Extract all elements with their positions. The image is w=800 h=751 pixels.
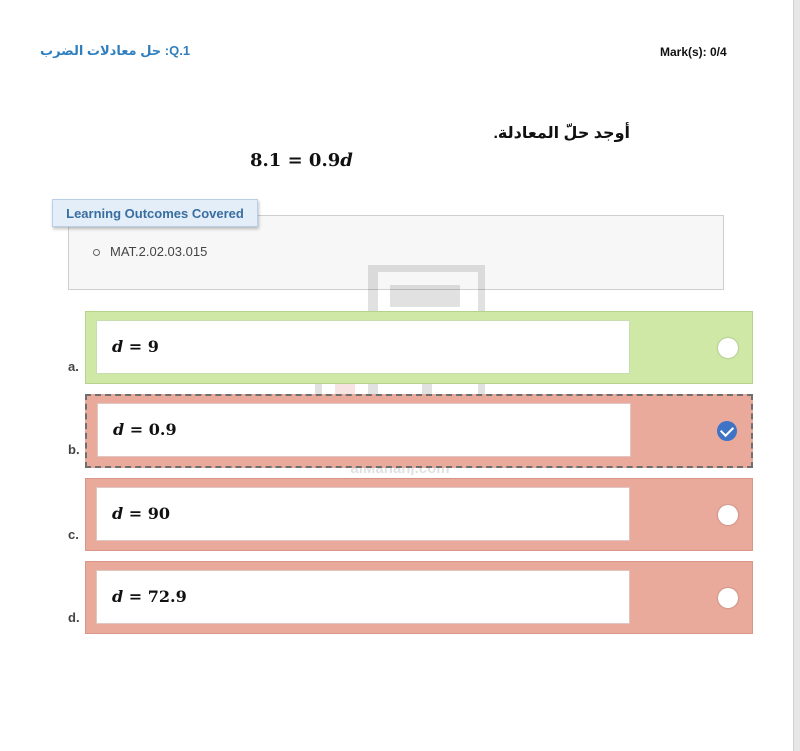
answer-value: = 90 <box>123 504 170 523</box>
radio-checked-icon[interactable] <box>717 421 737 441</box>
answer-variable: d <box>112 587 124 606</box>
answer-variable: d <box>112 337 124 356</box>
answer-option-c[interactable] <box>85 478 753 551</box>
question-equation <box>250 150 353 171</box>
marks-label: Mark(s): 0/4 <box>660 45 727 59</box>
answer-option-a[interactable] <box>85 311 753 384</box>
learning-outcome-code: MAT.2.02.03.015 <box>110 244 208 259</box>
radio-button[interactable] <box>718 338 738 358</box>
bullet-circle-icon <box>93 249 100 256</box>
answer-letter: b. <box>68 442 80 457</box>
radio-button[interactable] <box>718 588 738 608</box>
learning-outcome-item <box>93 244 207 259</box>
answer-option-text <box>112 504 170 523</box>
answer-option-text <box>112 337 159 356</box>
answer-option-content <box>96 320 630 374</box>
answer-option-content <box>97 403 631 457</box>
answer-variable: d <box>113 420 125 439</box>
answer-value: = 9 <box>123 337 159 356</box>
learning-outcomes-label: Learning Outcomes Covered <box>52 199 258 227</box>
answer-option-text <box>112 587 187 606</box>
question-prompt: أوجد حلّ المعادلة. <box>493 125 630 142</box>
answer-variable: d <box>112 504 124 523</box>
answer-option-d[interactable] <box>85 561 753 634</box>
answer-option-content <box>96 487 630 541</box>
question-title: حل معادلات الضرب :Q.1 <box>40 43 191 58</box>
equation-left: 8.1 = 0.9 <box>250 150 341 171</box>
answer-letter: c. <box>68 527 79 542</box>
answer-value: = 72.9 <box>123 587 187 606</box>
answer-option-text <box>113 420 177 439</box>
answer-letter: a. <box>68 359 79 374</box>
answer-letter: d. <box>68 610 80 625</box>
scrollbar-track[interactable] <box>793 0 800 751</box>
answer-option-content <box>96 570 630 624</box>
radio-button[interactable] <box>718 505 738 525</box>
answer-option-b[interactable] <box>85 394 753 468</box>
equation-variable: d <box>340 150 353 171</box>
answer-value: = 0.9 <box>124 420 177 439</box>
